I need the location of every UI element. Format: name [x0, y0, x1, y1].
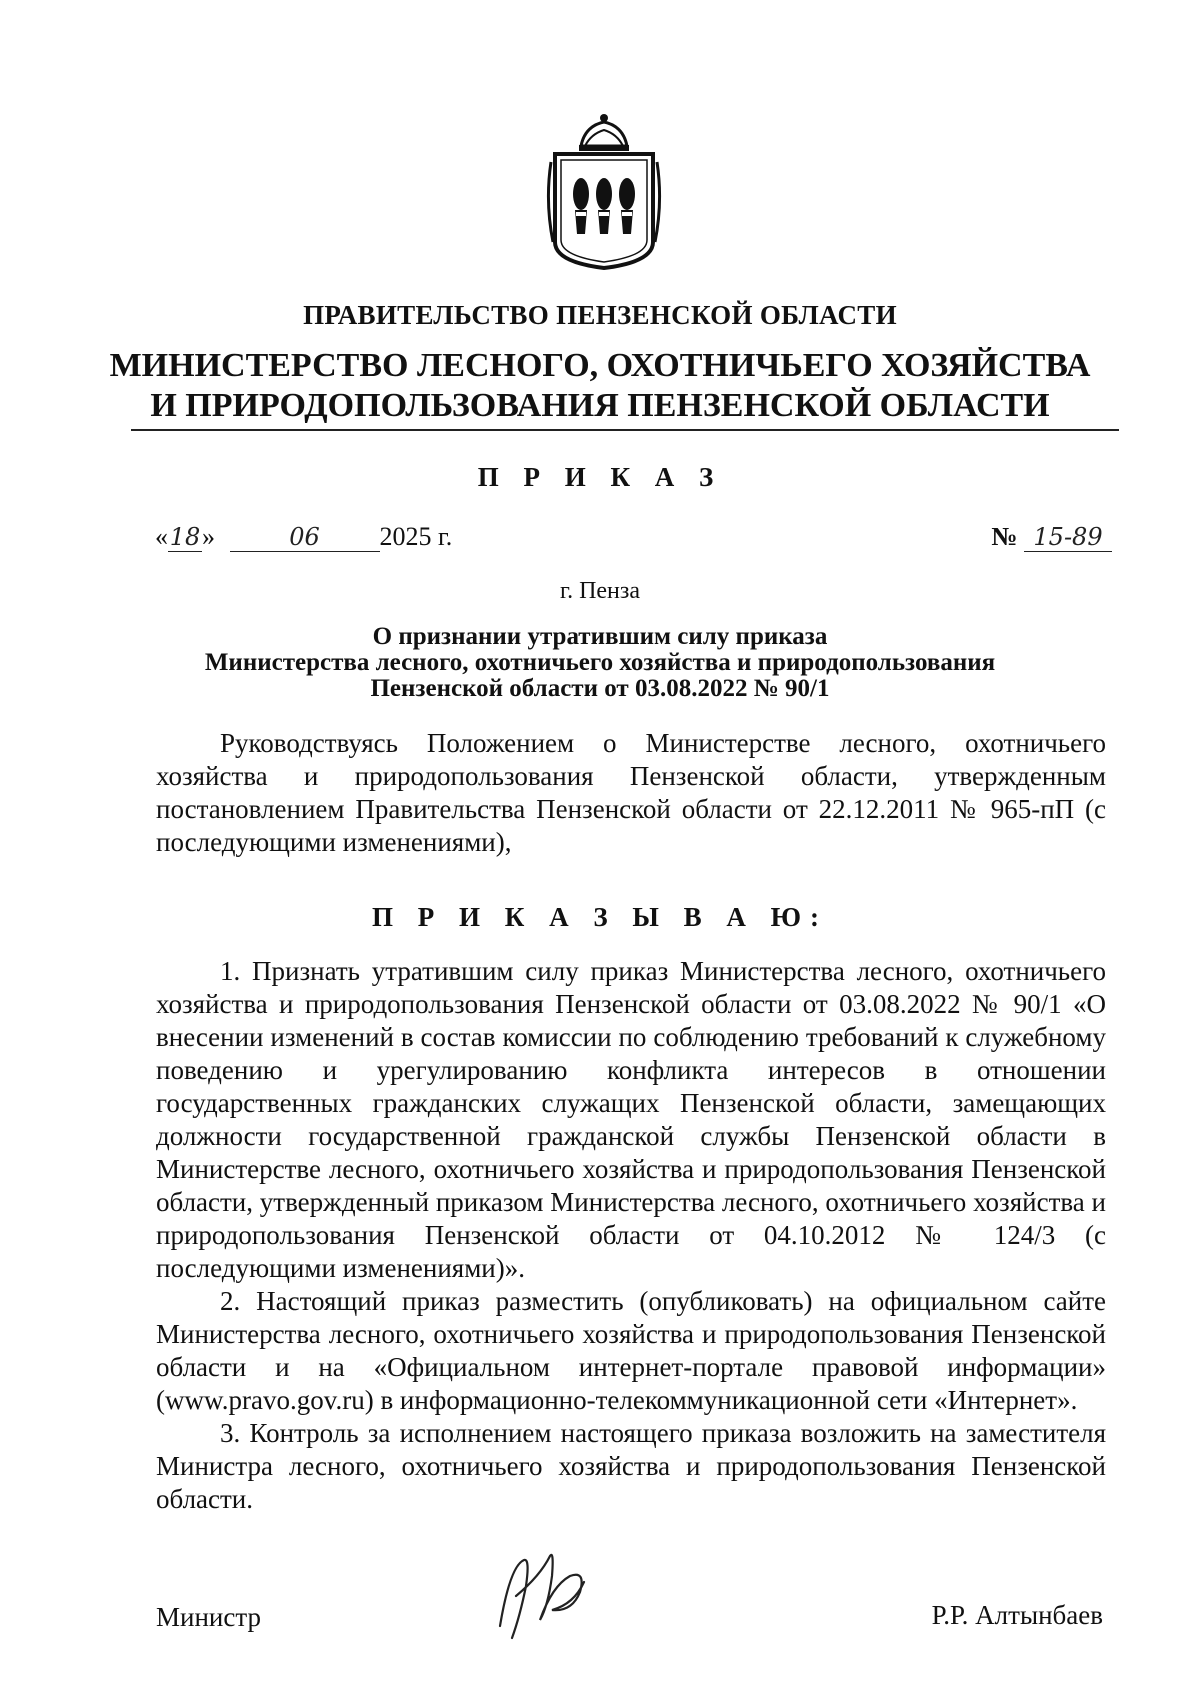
date-month: 06 [230, 523, 380, 552]
document-type: П Р И К А З [477, 462, 723, 492]
date-open-quote: « [155, 522, 168, 551]
order-item-2: 2. Настоящий приказ разместить (опубликовать) на официальном сайте Министерства лесного, охотничьего хозяйства и природопользования Пензенской области и на «Официальном интернет-портале правовой информации» (www.pravo.gov.ru) в информационно-телекоммуникационной сети «Интернет». [156, 1286, 1106, 1415]
order-item-3: 3. Контроль за исполнением настоящего приказа возложить на заместителя Министра лесного, охотничьего хозяйства и природопользования Пензенской области. [156, 1418, 1106, 1514]
title-line3: Пензенской области от 03.08.2022 № 90/1 [370, 675, 830, 702]
ministry-heading [0, 346, 1200, 426]
government-heading: ПРАВИТЕЛЬСТВО ПЕНЗЕНСКОЙ ОБЛАСТИ [303, 300, 897, 330]
title-line1: О признании утратившим силу приказа [372, 623, 828, 650]
handwritten-signature-icon [490, 1546, 600, 1646]
preamble-paragraph: Руководствуясь Положением о Министерстве лесного, охотничьего хозяйства и природопользования Пензенской области, утвержденным постановлением Правительства Пензенской области от 22.12.2011 № 965-пП (с последующими изменениями), [156, 728, 1106, 857]
penza-coat-of-arms-icon [545, 112, 663, 270]
order-heading: П Р И К А З Ы В А Ю: [372, 902, 828, 932]
document-title [0, 624, 1200, 702]
ministry-heading-line1: МИНИСТЕРСТВО ЛЕСНОГО, ОХОТНИЧЬЕГО ХОЗЯЙСТВА [109, 347, 1091, 384]
ministry-heading-line2: И ПРИРОДОПОЛЬЗОВАНИЯ ПЕНЗЕНСКОЙ ОБЛАСТИ [150, 387, 1050, 424]
document-number [991, 522, 1112, 552]
signatory-name: Р.Р. Алтынбаев [931, 1600, 1103, 1630]
order-items [156, 955, 1106, 1516]
header-divider [131, 429, 1119, 431]
document-date [155, 522, 1055, 562]
signatory-position: Министр [156, 1602, 261, 1632]
order-item-1: 1. Признать утратившим силу приказ Министерства лесного, охотничьего хозяйства и природопользования Пензенской области от 03.08.2022 № 90/1 «О внесении изменений в состав комиссии по соблюдению требований к служебному поведению и урегулированию конфликта интересов в отношении государственных гражданских служащих Пензенской области, замещающих должности государственной гражданской службы Пензенской области в Министерстве лесного, охотничьего хозяйства и природопользования Пензенской области, утвержденный приказом Министерства лесного, охотничьего хозяйства и природопользования Пензенской области от 04.10.2012 № 124/3 (с последующими изменениями)». [156, 956, 1106, 1283]
number-label: № [991, 522, 1018, 551]
date-year: 2025 г. [379, 522, 453, 551]
title-line2: Министерства лесного, охотничьего хозяйства и природопользования [204, 649, 996, 676]
date-day: 18 [169, 523, 201, 551]
number-value: 15-89 [1024, 523, 1112, 552]
document-city: г. Пенза [559, 578, 641, 604]
date-close-quote: » [202, 522, 215, 551]
